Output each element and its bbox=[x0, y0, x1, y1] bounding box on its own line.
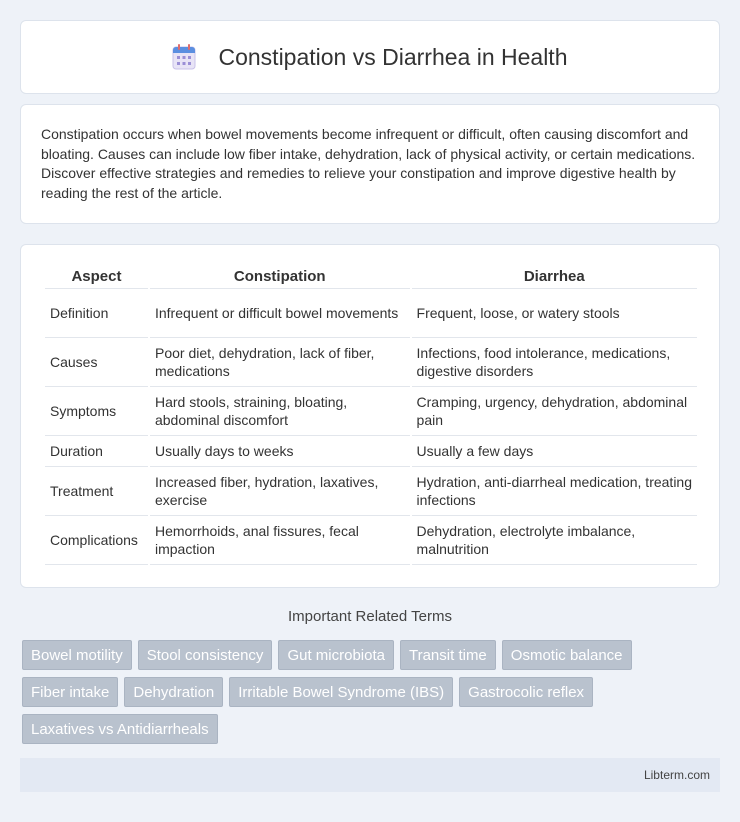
page-title: Constipation vs Diarrhea in Health bbox=[218, 43, 568, 70]
table-cell-diarrhea: Infections, food intolerance, medications, digestive disorders bbox=[412, 338, 697, 387]
table-cell-constipation: Hemorrhoids, anal fissures, fecal impaction bbox=[150, 516, 410, 565]
footer bbox=[20, 758, 720, 792]
column-header-diarrhea: Diarrhea bbox=[412, 265, 697, 289]
related-term-tag[interactable]: Bowel motility bbox=[22, 640, 132, 670]
table-cell-aspect: Symptoms bbox=[45, 387, 148, 436]
table-cell-constipation: Increased fiber, hydration, laxatives, exercise bbox=[150, 467, 410, 516]
table-cell-aspect: Treatment bbox=[45, 467, 148, 516]
comparison-table-card bbox=[20, 244, 720, 588]
related-term-tag[interactable]: Stool consistency bbox=[138, 640, 273, 670]
related-term-tag[interactable]: Gastrocolic reflex bbox=[459, 677, 593, 707]
header-card bbox=[20, 20, 720, 94]
related-term-tag[interactable]: Laxatives vs Antidiarrheals bbox=[22, 714, 218, 744]
table-cell-constipation: Usually days to weeks bbox=[150, 436, 410, 467]
related-term-tag[interactable]: Transit time bbox=[400, 640, 496, 670]
comparison-table bbox=[43, 265, 699, 565]
table-row bbox=[45, 436, 697, 467]
table-cell-diarrhea: Frequent, loose, or watery stools bbox=[412, 289, 697, 338]
table-cell-aspect: Causes bbox=[45, 338, 148, 387]
related-term-tag[interactable]: Osmotic balance bbox=[502, 640, 632, 670]
column-header-aspect: Aspect bbox=[45, 265, 148, 289]
table-row bbox=[45, 516, 697, 565]
related-terms-title: Important Related Terms bbox=[288, 608, 452, 625]
intro-text: Constipation occurs when bowel movements become infrequent or difficult, often causing discomfort and bloating. Causes can include low fiber intake, dehydration, lack of physical activity, or certain medications. Discover effective strategies and remedies to relieve your constipation and improve digestive health by reading the rest of the article. bbox=[41, 126, 696, 201]
footer-site-link[interactable]: Libterm.com bbox=[643, 768, 710, 782]
related-term-tag[interactable]: Gut microbiota bbox=[278, 640, 394, 670]
table-cell-aspect: Complications bbox=[45, 516, 148, 565]
table-cell-diarrhea: Hydration, anti-diarrheal medication, treating infections bbox=[412, 467, 697, 516]
table-row bbox=[45, 289, 697, 338]
related-terms-list bbox=[22, 640, 722, 744]
table-cell-constipation: Hard stools, straining, bloating, abdominal discomfort bbox=[150, 387, 410, 436]
related-term-tag[interactable]: Dehydration bbox=[124, 677, 223, 707]
table-cell-aspect: Duration bbox=[45, 436, 148, 467]
table-header-row bbox=[45, 265, 697, 289]
table-row bbox=[45, 387, 697, 436]
table-cell-diarrhea: Dehydration, electrolyte imbalance, malnutrition bbox=[412, 516, 697, 565]
column-header-constipation: Constipation bbox=[150, 265, 410, 289]
related-term-tag[interactable]: Irritable Bowel Syndrome (IBS) bbox=[229, 677, 453, 707]
table-row bbox=[45, 467, 697, 516]
table-cell-diarrhea: Cramping, urgency, dehydration, abdominal pain bbox=[412, 387, 697, 436]
table-row bbox=[45, 338, 697, 387]
table-cell-constipation: Poor diet, dehydration, lack of fiber, medications bbox=[150, 338, 410, 387]
table-cell-constipation: Infrequent or difficult bowel movements bbox=[150, 289, 410, 338]
intro-card bbox=[20, 104, 720, 224]
table-cell-diarrhea: Usually a few days bbox=[412, 436, 697, 467]
calendar-icon bbox=[172, 44, 196, 70]
related-term-tag[interactable]: Fiber intake bbox=[22, 677, 118, 707]
table-cell-aspect: Definition bbox=[45, 289, 148, 338]
